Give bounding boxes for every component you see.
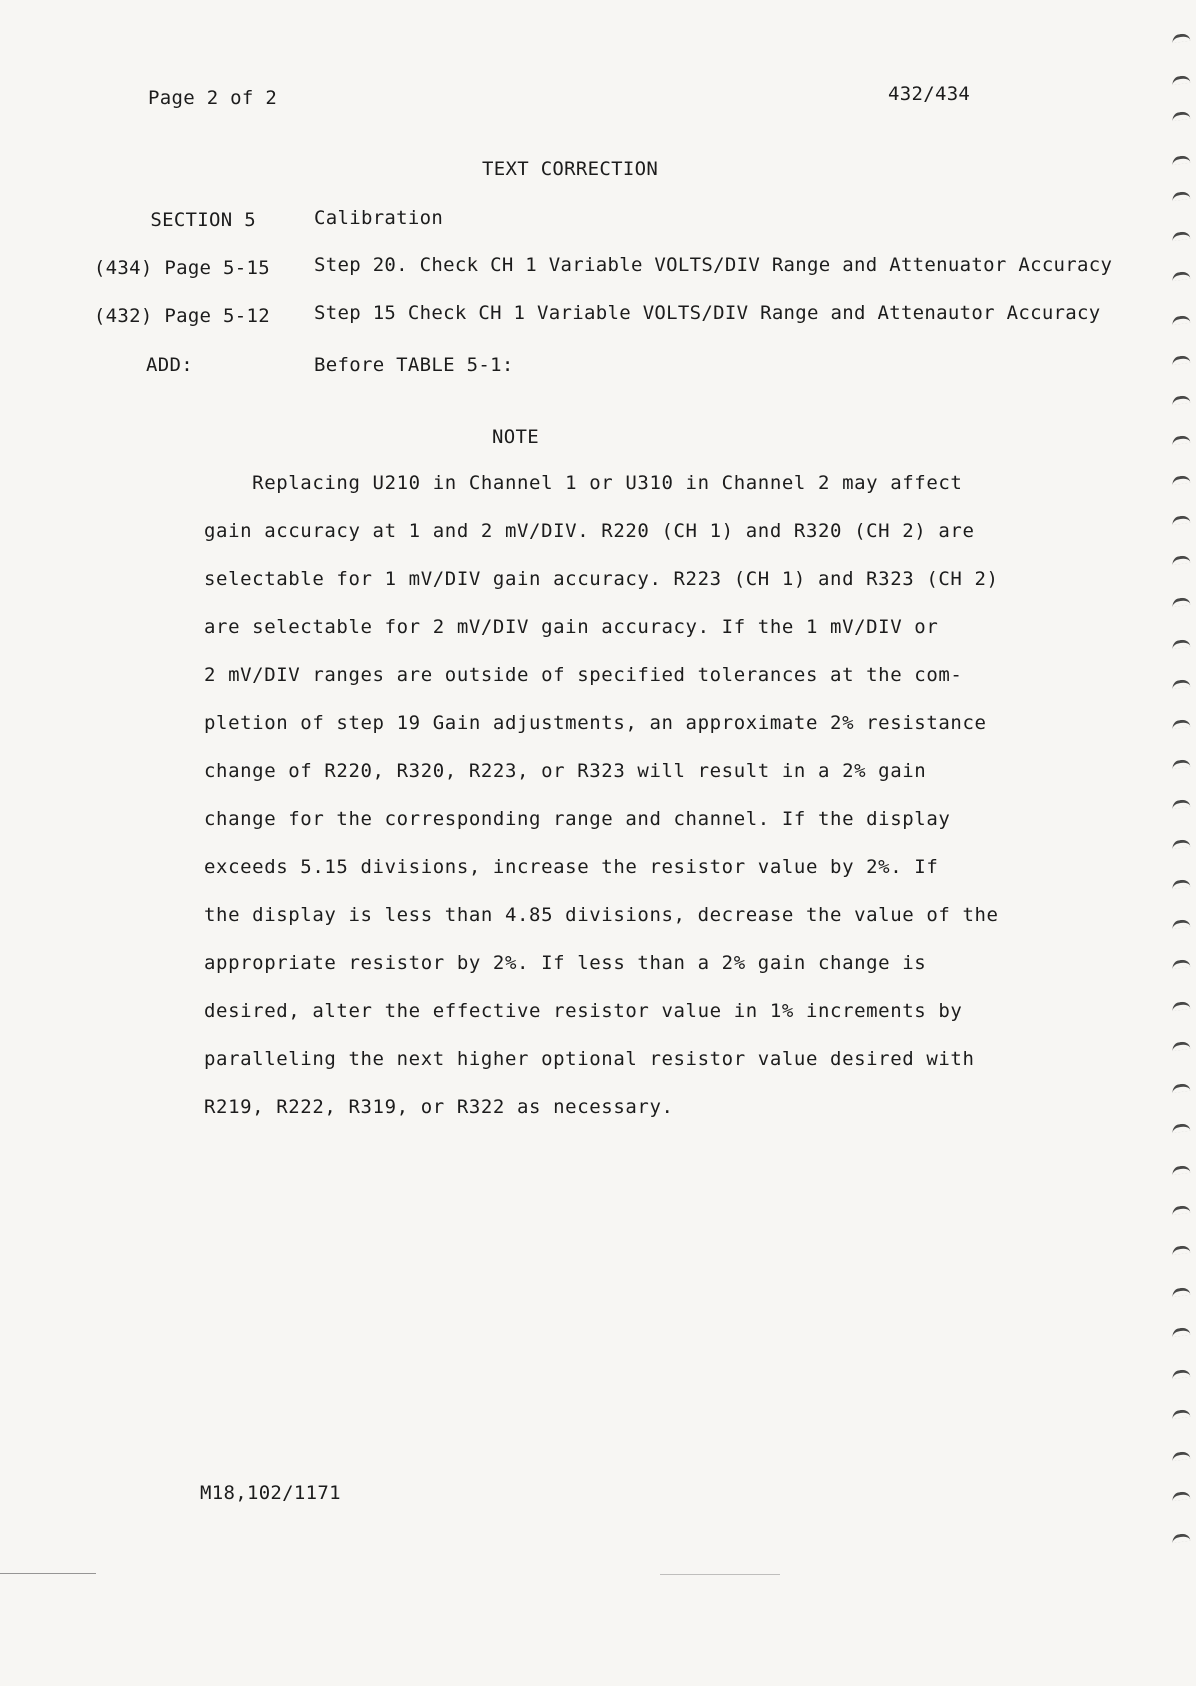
binder-mark	[1172, 1369, 1191, 1379]
binder-mark	[1172, 1041, 1191, 1051]
binder-mark	[1172, 1083, 1191, 1093]
note-line: the display is less than 4.85 divisions, decrease the value of the	[204, 904, 999, 926]
note-line: Replacing U210 in Channel 1 or U310 in Channel 2 may affect	[204, 472, 963, 494]
binder-mark	[1172, 355, 1191, 365]
binder-mark	[1172, 231, 1191, 241]
binder-mark	[1172, 33, 1191, 43]
binder-mark	[1172, 515, 1191, 525]
model-number: 432/434	[888, 83, 971, 105]
binder-mark	[1172, 1245, 1191, 1255]
binder-mark	[1172, 639, 1191, 649]
row-text: Calibration	[314, 207, 444, 229]
binder-mark	[1172, 1165, 1191, 1175]
binder-mark	[1172, 879, 1191, 889]
binder-mark	[1172, 959, 1191, 969]
note-line: paralleling the next higher optional resistor value desired with	[204, 1048, 975, 1070]
note-line: change of R220, R320, R223, or R323 will result in a 2% gain	[204, 760, 927, 782]
binder-mark	[1172, 555, 1191, 565]
binder-mark	[1172, 271, 1191, 281]
note-heading: NOTE	[492, 426, 539, 448]
row-label: (432) Page 5-12	[93, 305, 270, 327]
row-text: Before TABLE 5-1:	[314, 354, 514, 376]
binder-edge-marks	[1156, 0, 1196, 1686]
binder-mark	[1172, 679, 1191, 689]
binder-mark	[1172, 597, 1191, 607]
row-label: SECTION 5	[150, 209, 256, 231]
binder-mark	[1172, 75, 1191, 85]
binder-mark	[1172, 155, 1191, 165]
page-title: TEXT CORRECTION	[482, 158, 659, 180]
scan-rule-left	[0, 1573, 96, 1574]
binder-mark	[1172, 191, 1191, 201]
note-line: are selectable for 2 mV/DIV gain accuracy. If the 1 mV/DIV or	[204, 616, 939, 638]
note-line: exceeds 5.15 divisions, increase the resistor value by 2%. If	[204, 856, 939, 878]
row-text: Step 15 Check CH 1 Variable VOLTS/DIV Range and Attenautor Accuracy	[314, 302, 1101, 324]
binder-mark	[1172, 799, 1191, 809]
binder-mark	[1172, 475, 1191, 485]
scan-rule-center	[660, 1574, 780, 1575]
binder-mark	[1172, 395, 1191, 405]
note-line: selectable for 1 mV/DIV gain accuracy. R223 (CH 1) and R323 (CH 2)	[204, 568, 999, 590]
note-line: change for the corresponding range and channel. If the display	[204, 808, 951, 830]
binder-mark	[1172, 1287, 1191, 1297]
binder-mark	[1172, 1451, 1191, 1461]
binder-mark	[1172, 111, 1191, 121]
binder-mark	[1172, 1409, 1191, 1419]
binder-mark	[1172, 839, 1191, 849]
binder-mark	[1172, 1327, 1191, 1337]
binder-mark	[1172, 435, 1191, 445]
note-line: R219, R222, R319, or R322 as necessary.	[204, 1096, 674, 1118]
binder-mark	[1172, 919, 1191, 929]
note-line: pletion of step 19 Gain adjustments, an approximate 2% resistance	[204, 712, 987, 734]
row-label: (434) Page 5-15	[93, 257, 270, 279]
binder-mark	[1172, 315, 1191, 325]
binder-mark	[1172, 1491, 1191, 1501]
binder-mark	[1172, 1205, 1191, 1215]
note-line: desired, alter the effective resistor value in 1% increments by	[204, 1000, 963, 1022]
note-line: 2 mV/DIV ranges are outside of specified tolerances at the com-	[204, 664, 963, 686]
binder-mark	[1172, 759, 1191, 769]
note-line: gain accuracy at 1 and 2 mV/DIV. R220 (CH 1) and R320 (CH 2) are	[204, 520, 975, 542]
row-text: Step 20. Check CH 1 Variable VOLTS/DIV Range and Attenuator Accuracy	[314, 254, 1113, 276]
row-label: ADD:	[146, 354, 193, 376]
binder-mark	[1172, 1533, 1191, 1543]
binder-mark	[1172, 719, 1191, 729]
note-line: appropriate resistor by 2%. If less than a 2% gain change is	[204, 952, 927, 974]
page-number: Page 2 of 2	[148, 87, 278, 109]
binder-mark	[1172, 1001, 1191, 1011]
binder-mark	[1172, 1123, 1191, 1133]
document-code: M18,102/1171	[200, 1482, 341, 1504]
